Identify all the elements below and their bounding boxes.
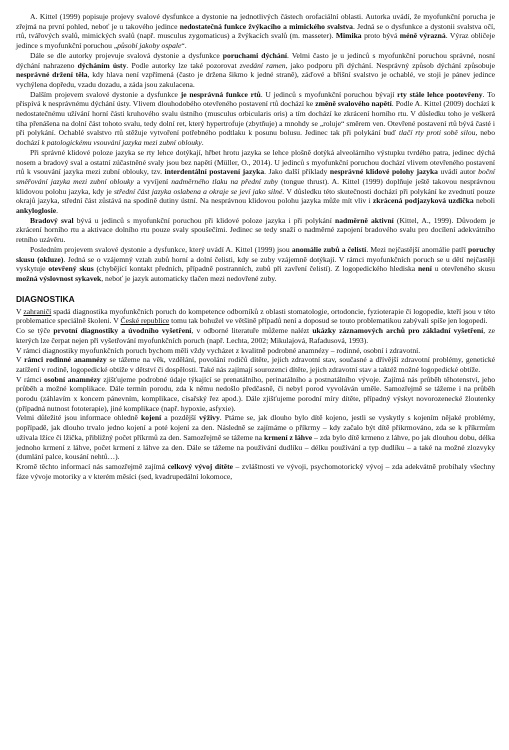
bold-term: ankyloglosie [16,206,57,216]
text-segment: A. Kittel (1999) popisuje projevy svalové dysfunkce a dystonie na jednotlivých částech orofaciální oblasti. Autorka uvádí, že myofunkční porucha je zřejmá na první pohled, neboť je u takového jedince [16,12,495,31]
bold-term: nesprávné držení těla [16,70,88,80]
bold-term: nadměrně aktivní [334,215,394,225]
paragraph-p12 [16,413,495,462]
bold-term: dýcháním ústy [77,60,127,70]
paragraph-p6 [16,245,495,284]
italic-term: tlačí rty proti sobě silou [398,128,476,138]
text-segment: . Výraz obličeje jedince s myofunkční poruchou „ [16,31,495,51]
section-heading-diagnostika: DIAGNOSTIKA [16,293,75,304]
text-segment: . Ptáme se, jak dlouho bylo dítě kojeno, jestli se vyskytly s kojením nějaké problémy, popřípadě, jak dlouho trvalo jedno kojení a poté kojení za den. Následně se zajímáme o příkrmy – kdy začalo být dítě přikrmováno, zda se k příkrmům užívala lžíce či lžička, přibližný počet příkrmů za den. Samozřejmě se tážeme na [16,413,495,442]
text-segment: Co se týče [16,326,54,336]
svalova-dystonie-section [16,12,495,284]
text-segment: (chybějící kontakt předních, případně postranních, zubů při zavření čelistí). Z logopedického hlediska [93,264,418,274]
text-segment: Velmi důležité jsou informace ohledně [16,413,141,423]
bold-term: poruchy skusu (okluze) [16,244,495,264]
bold-term: interdentální postavení jazyka [164,167,265,177]
text-segment: , v odborné literatuře můžeme nalézt [191,326,313,336]
section-gap [16,284,495,294]
text-segment: . Jako další příklady [264,167,330,177]
bold-term: rty stále lehce pootevřeny [397,89,483,99]
italic-term: boční směřování jazyka mezi zubní oblouky [16,167,496,186]
bold-term: anomálie zubů a čelistí [291,244,367,254]
bold-term: krmení z láhve [263,432,313,442]
text-segment: (Kittel, A., 1999). Důvodem je zkrácení horního rtu a aktivace dolního rtu pouze svaly spoušečími. Jedinec se tedy snaží o nadměrné zapojení bradového svalu pro docílení adekvátního retního uzávěru. [16,215,496,245]
text-segment: tomu tak bohužel ve většině případů není a doposud se touto problematikou zabývali spíše jen logopedi. [169,316,488,326]
bold-term: méně výrazná [399,31,446,41]
text-segment: , kdy hlava není vzpřímená (často je držena šikmo k jedné straně), záďové a břišní svalstvo je ochablé, ve stoji je pánev jedince vychýlena dopředu, vzadu dozadu, a záda jsou zakulacena. [16,70,496,89]
bold-term: Bradový sval [30,215,74,225]
bold-term: změně svalového napětí [315,99,392,109]
text-segment: V rámci [16,374,44,384]
italic-term: působí jakoby ospale [117,41,182,51]
text-segment: . [201,138,204,148]
text-segment: V rámci diagnostiky myofunkčních poruch bychom měli vždy vycházet z kvalitně podrobné anamnézy – rodinné, osobní i zdravotní. [16,345,421,355]
text-segment: Dalším projevem svalové dystonie a dysfunkce [30,89,181,99]
text-segment: . Jedná se o dysfunkce a dystonii svalstva očí, rtů, tvářových svalů, mimických svalů (např. musculus zygomaticus) a žvýkacích svalů (m. masseter). [16,21,495,41]
text-segment: uvádí autor [437,167,479,177]
bold-term: kojení [140,413,162,423]
text-segment: . Mezi nejčastější anomálie patří [366,244,468,254]
italic-term: k patologickému vsouvání jazyka mezi zubní oblouky [41,138,202,148]
bold-term: otevřený skus [48,264,94,274]
text-segment: . U jedinců s myofunkční poruchou bývají [260,89,398,99]
bold-term: osobní anamnézy [43,374,101,384]
bold-term: prvotní diagnostiky a úvodního vyšetření [53,326,192,336]
text-segment: (tongue thrust). A. Kittel (1999) doplňuje ještě takovou nesprávnou klidovou polohu jazyka, kdy je [16,176,495,196]
paragraph-p9 [16,346,495,356]
underlined-term: České republice [120,316,170,326]
bold-term: je nesprávná funkce rtů [180,89,261,99]
underlined-term: zahraničí [23,306,52,316]
text-segment: . To přispívá k nesprávnému dýchání ústy. Vlivem dlouhodobého otevřeného postavení rtů dochází ke [16,89,496,109]
paragraph-p7 [16,307,495,326]
bold-term: poruchami dýchání [222,50,288,60]
italic-term: nadměrného tlaku na přední zuby [171,176,278,186]
paragraph-p2 [16,51,495,90]
text-segment: . Podle autorky lze také pozorovat [126,60,240,70]
text-segment: bývá u jedinců s myofunkční poruchou při klidové poloze jazyka i při polykání [73,215,335,225]
text-segment: V [16,355,25,365]
bold-term: možná výslovnost sykavek [16,273,102,283]
bold-term: ukázky záznamových archů pro základní vyšetření [312,326,484,336]
text-segment: . Velmi často je u jedinců s myofunkční poruchou správné, nosní dýchání nahrazeno [16,50,496,70]
bold-term: výživy [199,413,220,423]
italic-term: zvedání ramen [239,60,286,70]
bold-term: nedostatečná funkce žvýkacího a mimického svalstva [179,21,353,31]
text-segment: – zvláštnosti ve vývoji, psychomotorický vývoj – zda adekvátně probíhaly všechny fáze vývoje motoriky a v kterém měsíci (sed, kvadrupedální lokomoce, [16,461,496,481]
paragraph-p4 [16,148,495,216]
bold-term: Mimika [335,31,362,41]
text-segment: Při správné klidové poloze jazyka se rty lehce dotýkají, hřbet hrotu jazyka se lehce plošně dotýká alveolárního výstupku tvrdého patra, jedinec dýchá nosem a bradový sval a ostatní zúčastněné svaly jsou bez napětí (Müller, O., 2014). U jedinců s myofunkční poruchou dochází vlivem otevřeného postavení rtů k vsouvání jazyka mezi zubní oblouky, tzv. [16,147,495,177]
bold-term: není [417,264,432,274]
bold-term: celkový vývoj dítěte [167,461,233,471]
text-segment: – zda bylo dítě krmeno z láhve, po jak dlouhou dobu, délka jednoho krmení z láhve, počet krmení z láhve za den. Dále se tážeme na používání dudlíku – délku používání a typ dudlíku – a také na možné zlozvyky (dumlání palce, kousání nehtů…). [16,432,495,462]
paragraph-p11 [16,375,495,414]
text-segment: Dále se dle autorky projevuje svalová dystonie a dysfunkce [30,50,223,60]
text-segment: , ze kterých lze čerpat nejen při vyšetřování myofunkčních poruch (např. Lechta, 2002; Mikulajová, Rafadusová, 1993). [16,326,496,345]
text-segment: spadá diagnostika myofunkčních poruch do kompetence odborníků z oblasti stomatologie, ortodoncie, fyzioterapie či logopedie, kteří jsou v této problematice speciálně školeni. V [16,306,495,326]
text-segment: . V důsledku této skutečnosti dochází při polykání ke zvednutí pouze okrajů jazyka, střední část zůstává na spodině dutiny ústní. Na nesprávnou klidovou polohu jazyka může mít vliv i [16,186,495,206]
paragraph-p1 [16,12,495,51]
text-segment: zjišťujeme podrobné údaje týkající se prenatálního, perinatálního a postnatálního vývoje. Zajímá nás průběh těhotenství, jeho průběh a možné komplikace. Dále termín porodu, zda k němu nedošlo předčasně, či nebyl porod vyvoláván uměle. Samozřejmě se tážeme i na průběh porodu (záhlavím x koncem pánevním, komplikace, císařský řez apod.). Dále zjišťujeme porodní míry dítěte, případný výskyt novorozenecké žloutenky (případná nutnost fototerapie), jiné komplikace (např. hypoxie, asfyxie). [16,374,495,413]
text-segment: proto bývá [361,31,400,41]
paragraph-p3 [16,90,495,148]
text-segment: . Podle A. Kittel (2009) dochází k nedostatečnému užívání horní části kruhového svalu ústního (musculus orbicularis oris) a tím dochází ke zkrácení horního rtu. V důsledku toho je veškerá tíha přenášena na dolní část tohoto svalu, tedy dolní ret, který hypertrofuje (zbytňuje) a mnohdy se „roluje“ směrem ven. Otevřené postavení rtů bývá časté i při polykání. Ochablé svalstvo rtů stěžuje vytvoření potřebného podtlaku k posunu bolusu. Jedinec tak při polykání buď [16,99,496,138]
text-segment: a vyvíjení [133,176,172,186]
paragraph-p10 [16,355,495,374]
text-segment: se tážeme na věk, vzdělání, povolání rodičů dítěte, jejich zdravotní stav, současné a dřívější zdravotní problémy, genetické zatížení v rodině, logopedické obtíže v dětství či dospělosti. Také nás zajímají sourozenci dítěte, jejich zdravotní stav a taktéž možné logopedické obtíže. [16,355,495,374]
paragraph-p8 [16,326,495,345]
text-segment: a pozdější [161,413,200,423]
bold-term: nesprávné klidové polohy jazyka [329,167,438,177]
italic-term: střední část jazyka oslabena a okraje se jeví jako silné [113,186,283,196]
text-segment: , jako podporu při dýchání. Nesprávný způsob dýchání způsobuje [285,60,495,70]
text-segment: Posledním projevem svalové dystonie a dysfunkce, který uvádí A. Kittel (1999) jsou [30,244,292,254]
diagnostika-section [16,307,495,482]
text-segment: . Jedná se o vzájemný vztah zubů horní a dolní čelisti, kdy se zuby vzájemně dotýkají. V rámci myofunkčních poruch se u dětí nejčastěji vyskytuje [16,254,495,274]
text-segment: Kromě těchto informací nás samozřejmě zajímá [16,461,168,471]
text-segment: u otevřeného skusu [431,264,496,274]
text-segment: “. [181,41,187,51]
paragraph-p5 [16,216,495,245]
text-segment: V [16,306,24,316]
text-segment: , neboť je jazyk automaticky tlačen mezi nedovřené zuby. [101,273,277,283]
text-segment: , nebo dochází [16,128,495,148]
bold-term: rámci rodinné anamnézy [24,355,107,365]
text-segment: neboli [473,196,495,206]
paragraph-p13 [16,462,495,481]
text-segment: . [56,206,58,216]
bold-term: zkrácená podjazyková uzdička [372,196,474,206]
